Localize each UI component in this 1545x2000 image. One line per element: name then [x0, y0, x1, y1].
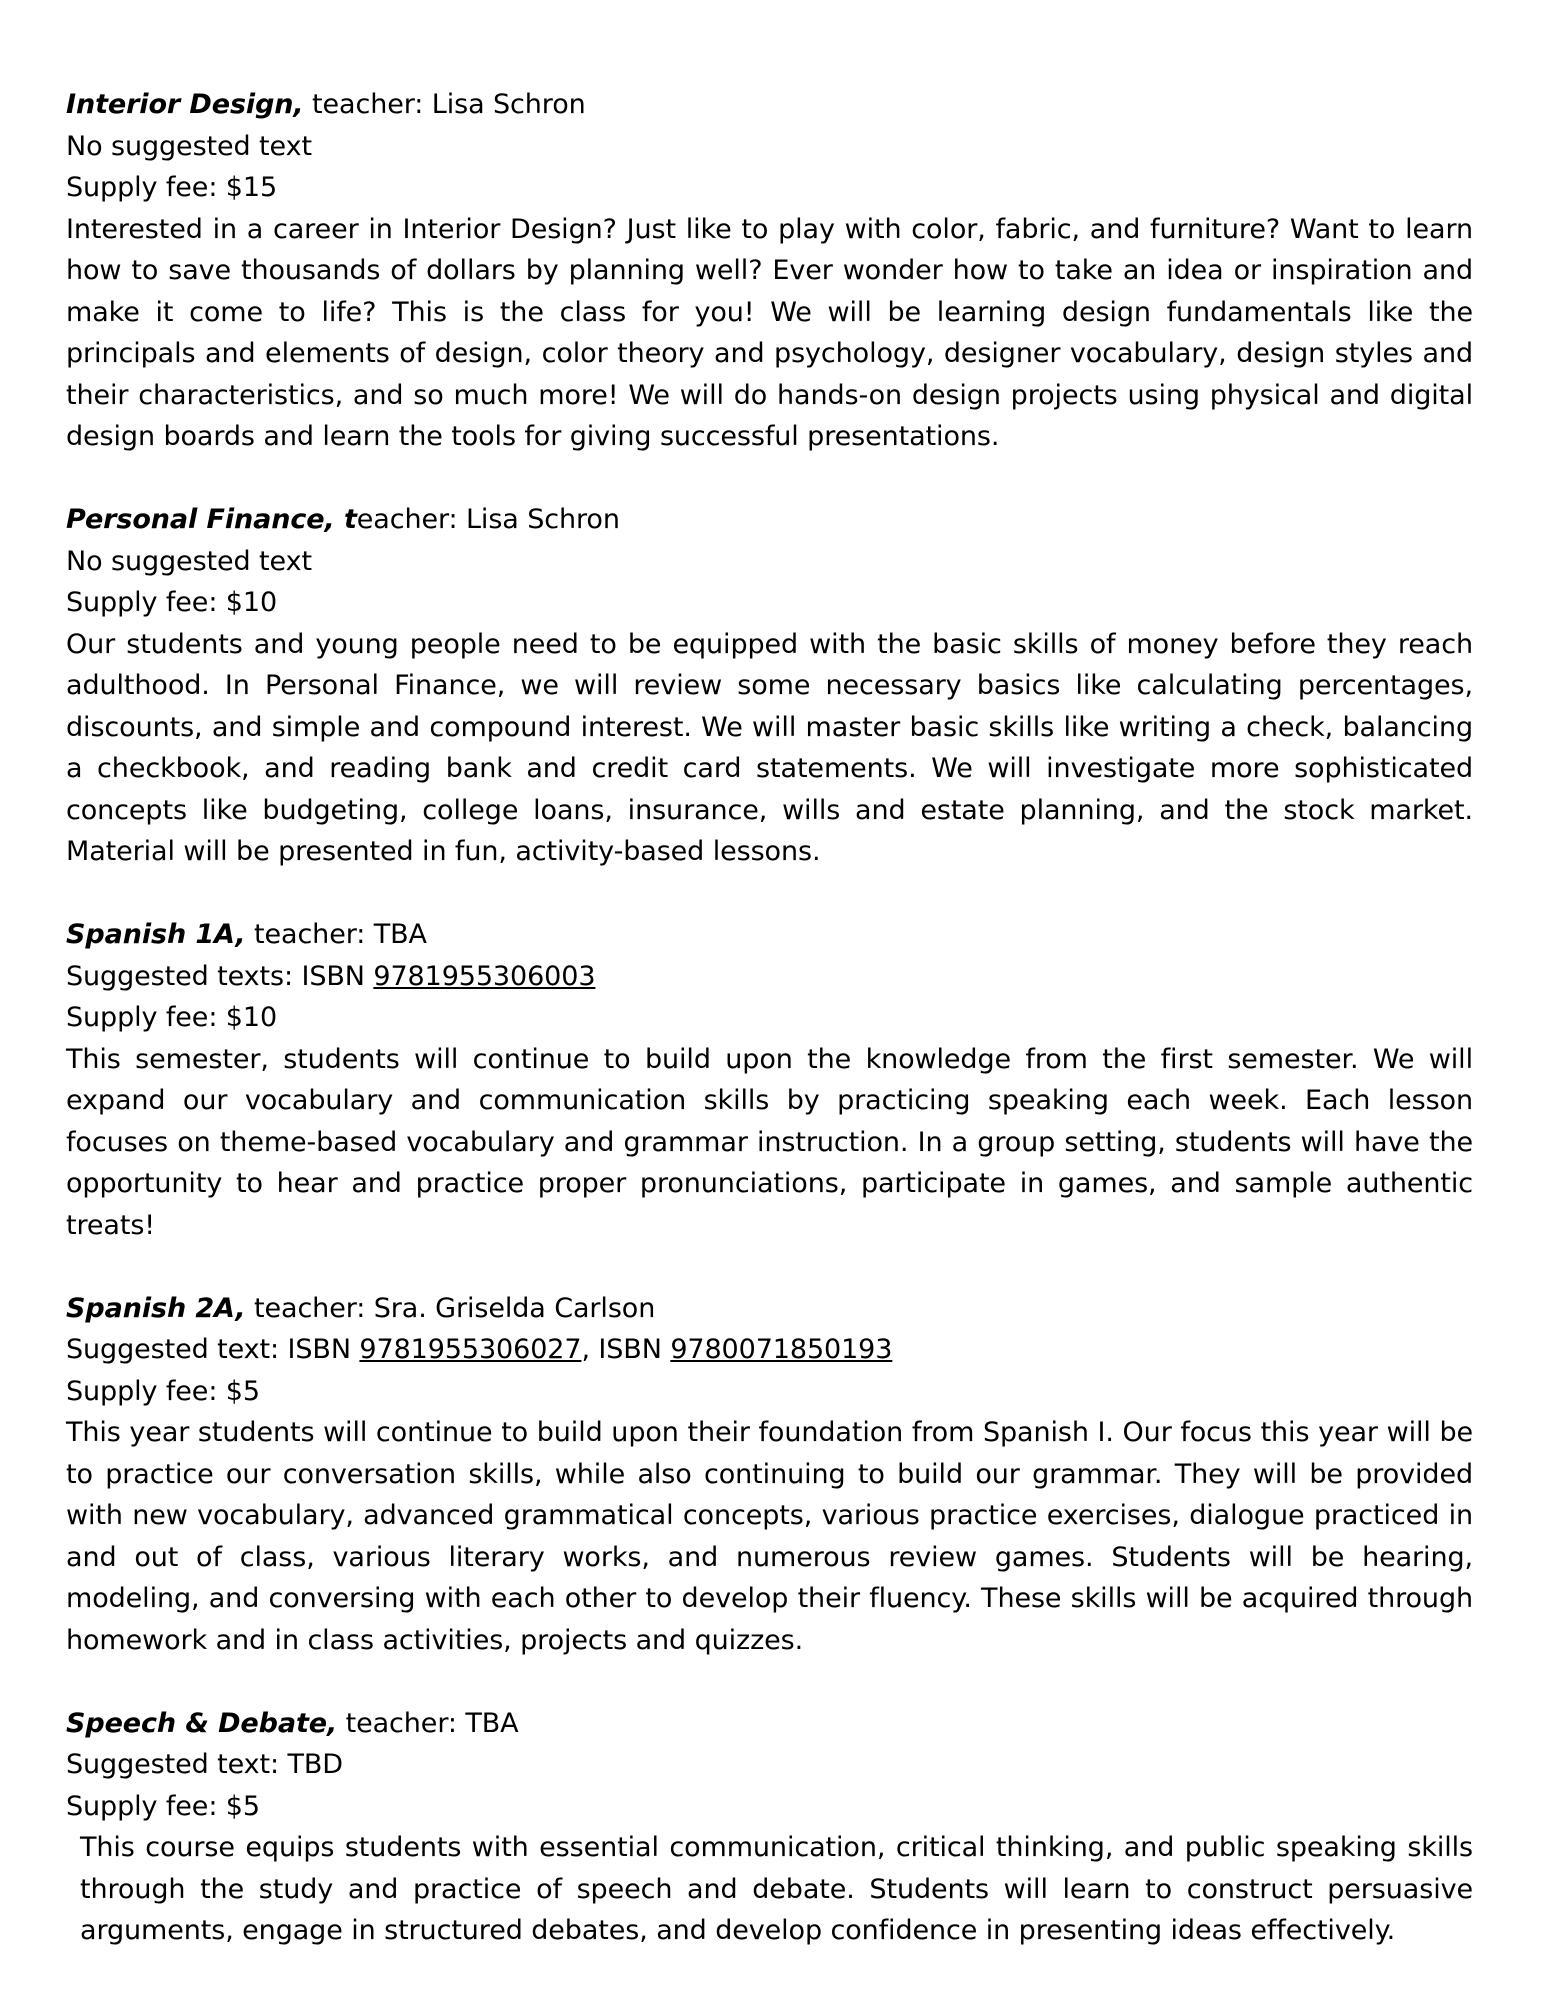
course-teacher: teacher: TBA [245, 919, 427, 950]
course-description: This year students will continue to build upon their foundation from Spanish I. Our focus this year will be to practice our conversation skills, while also continuing to build our grammar. They will be provided with new vocabulary, advanced grammatical concepts, various practice exercises, dialogue practiced in and out of class, various literary works, and numerous review games. Students will be hearing, modeling, and conversing with each other to develop their fluency. These skills will be acquired through homework and in class activities, projects and quizzes. [66, 1417, 1473, 1656]
course-title: Spanish 2A, [66, 1292, 246, 1324]
course-teacher: teacher: Sra. Griselda Carlson [245, 1292, 656, 1324]
course-spanish-1a [66, 914, 1473, 1246]
isbn-link[interactable]: 9781955306027 [359, 1334, 582, 1365]
course-heading [66, 1288, 1473, 1330]
course-personal-finance [66, 499, 1473, 873]
course-supply-fee: Supply fee: $10 [66, 587, 278, 618]
course-heading [66, 84, 1473, 126]
course-teacher: teacher: Lisa Schron [303, 89, 586, 120]
isbn-link[interactable]: 9780071850193 [670, 1334, 893, 1365]
course-title: Speech & Debate, [66, 1707, 338, 1739]
course-speech-debate [66, 1703, 1473, 1952]
course-spanish-2a [66, 1288, 1473, 1662]
course-supply-fee: Supply fee: $5 [66, 1790, 260, 1822]
course-heading [66, 499, 1473, 541]
course-description: Interested in a career in Interior Design? Just like to play with color, fabric, and furniture? Want to learn how to save thousands of dollars by planning well? Ever wonder how to take an idea or inspiration and make it come to life? This is the class for you! We will be learning design fundamentals like the principals and elements of design, color theory and psychology, designer vocabulary, design styles and their characteristics, and so much more! We will do hands-on design projects using physical and digital design boards and learn the tools for giving successful presentations. [66, 213, 1473, 452]
course-title: Interior Design, [66, 89, 304, 120]
course-heading [66, 1703, 1473, 1745]
course-suggested-text [66, 956, 1473, 998]
course-title: Personal Finance, t [66, 504, 357, 535]
course-description: Our students and young people need to be equipped with the basic skills of money before they reach adulthood. In Personal Finance, we will review some necessary basics like calculating percentages, discounts, and simple and compound interest. We will master basic skills like writing a check, balancing a checkbook, and reading bank and credit card statements. We will investigate more sophisticated concepts like budgeting, college loans, insurance, wills and estate planning, and the stock market. Material will be presented in fun, activity-based lessons. [66, 628, 1473, 867]
course-title: Spanish 1A, [66, 919, 246, 950]
course-heading [66, 914, 1473, 956]
suggested-text-prefix: Suggested text: ISBN [66, 1334, 360, 1365]
isbn-link[interactable]: 9781955306003 [373, 960, 596, 992]
course-supply-fee: Supply fee: $5 [66, 1375, 260, 1407]
course-teacher: teacher: TBA [337, 1707, 519, 1739]
course-teacher: eacher: Lisa Schron [356, 504, 620, 535]
course-description: This course equips students with essential communication, critical thinking, and public speaking skills through the study and practice of speech and debate. Students will learn to construct persuasive arguments, engage in structured debates, and develop confidence in presenting ideas effectively. [80, 1832, 1473, 1946]
course-suggested-text [66, 1329, 1473, 1371]
course-suggested-text: Suggested text: TBD [66, 1749, 343, 1780]
course-supply-fee: Supply fee: $15 [66, 172, 278, 203]
course-suggested-text: No suggested text [66, 130, 312, 162]
course-catalog-page [66, 84, 1473, 1993]
course-description: This semester, students will continue to build upon the knowledge from the first semester. We will expand our vocabulary and communication skills by practicing speaking each week. Each lesson focuses on theme-based vocabulary and grammar instruction. In a group setting, students will have the opportunity to hear and practice proper pronunciations, participate in games, and sample authentic treats! [66, 1043, 1473, 1241]
course-interior-design [66, 84, 1473, 458]
course-supply-fee: Supply fee: $10 [66, 1002, 278, 1033]
course-suggested-text: No suggested text [66, 545, 312, 577]
suggested-text-prefix: Suggested texts: ISBN [66, 960, 374, 992]
suggested-text-separator: , ISBN [581, 1334, 671, 1365]
